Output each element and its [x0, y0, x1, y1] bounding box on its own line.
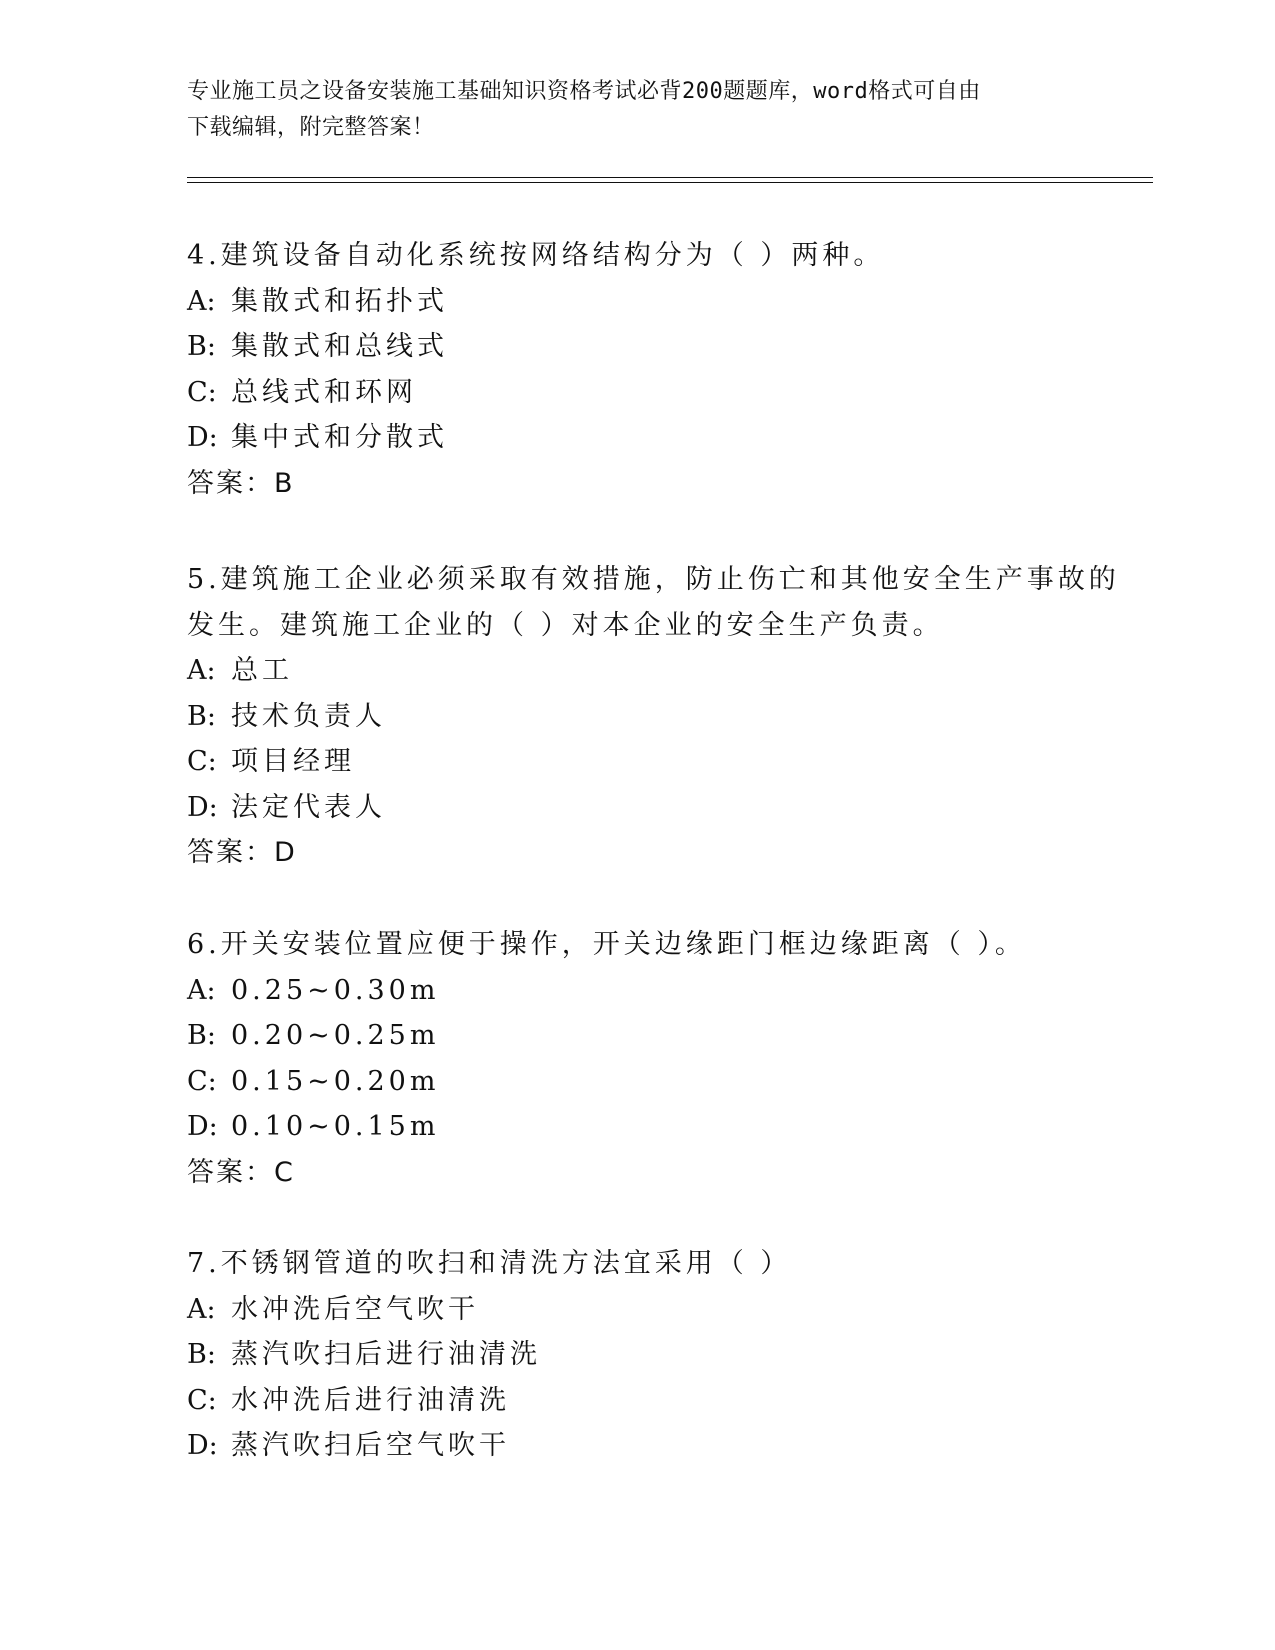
option-text: 0.25~0.30m	[231, 974, 440, 1006]
option-d	[187, 1423, 1087, 1469]
option-letter: C:	[187, 746, 217, 777]
option-a	[187, 968, 1087, 1014]
option-letter: C:	[187, 1065, 217, 1097]
question-7	[187, 1241, 1087, 1469]
header-divider-bottom	[187, 182, 1153, 183]
question-6	[187, 922, 1087, 1195]
option-b	[187, 694, 1087, 740]
option-text: 项目经理	[231, 746, 355, 777]
option-text: 总线式和环网	[231, 376, 417, 408]
option-b	[187, 324, 1087, 370]
option-text: 技术负责人	[231, 700, 386, 732]
answer-label: 答案：B	[187, 467, 295, 499]
option-c	[187, 739, 1087, 785]
option-letter: C:	[187, 1384, 217, 1416]
option-text: 水冲洗后空气吹干	[231, 1293, 479, 1325]
option-letter: B:	[187, 331, 216, 362]
option-letter: C:	[187, 376, 217, 408]
option-text: 集中式和分散式	[231, 422, 448, 453]
question-stem: 5.建筑施工企业必须采取有效措施，防止伤亡和其他安全生产事故的	[187, 564, 1120, 595]
option-text: 0.20~0.25m	[231, 1020, 440, 1051]
option-text: 水冲洗后进行油清洗	[231, 1384, 510, 1416]
option-a	[187, 1287, 1087, 1333]
question-5	[187, 557, 1120, 876]
answer-label: 答案：D	[187, 837, 297, 868]
option-b	[187, 1332, 1087, 1378]
option-text: 集散式和拓扑式	[231, 285, 448, 317]
option-text: 集散式和总线式	[231, 331, 448, 362]
question-stem-continued: 发生。建筑施工企业的（ ）对本企业的安全生产负责。	[187, 609, 944, 641]
option-letter: A:	[187, 285, 216, 317]
option-a	[187, 648, 1087, 694]
option-d	[187, 785, 1087, 831]
option-letter: D:	[187, 1430, 218, 1461]
option-text: 0.10~0.15m	[231, 1111, 440, 1142]
header-line-1: 专业施工员之设备安装施工基础知识资格考试必背200题题库，word格式可自由	[187, 79, 981, 104]
option-letter: D:	[187, 422, 218, 453]
option-text: 蒸汽吹扫后进行油清洗	[231, 1339, 541, 1370]
option-a	[187, 279, 1087, 325]
answer-label: 答案：C	[187, 1156, 295, 1188]
header-divider-top	[187, 177, 1153, 178]
option-d	[187, 1104, 1087, 1150]
question-stem: 7.不锈钢管道的吹扫和清洗方法宜采用（ ）	[187, 1248, 792, 1279]
option-letter: D:	[187, 1111, 218, 1142]
option-d	[187, 415, 1087, 461]
header-line-2: 下载编辑，附完整答案！	[187, 115, 435, 140]
option-text: 总工	[231, 655, 293, 686]
option-letter: A:	[187, 1293, 216, 1325]
option-letter: A:	[187, 974, 216, 1006]
option-letter: D:	[187, 791, 218, 823]
option-text: 蒸汽吹扫后空气吹干	[231, 1430, 510, 1461]
option-letter: A:	[187, 655, 216, 686]
option-letter: B:	[187, 700, 216, 732]
question-4	[187, 233, 1087, 506]
option-letter: B:	[187, 1020, 216, 1051]
option-text: 法定代表人	[231, 791, 386, 823]
option-c	[187, 370, 1087, 416]
question-stem: 6.开关安装位置应便于操作，开关边缘距门框边缘距离（ ）。	[187, 929, 1026, 960]
document-header	[187, 74, 1067, 146]
option-c	[187, 1059, 1087, 1105]
option-b	[187, 1013, 1087, 1059]
option-letter: B:	[187, 1339, 216, 1370]
option-text: 0.15~0.20m	[231, 1065, 440, 1097]
option-c	[187, 1378, 1087, 1424]
question-stem: 4.建筑设备自动化系统按网络结构分为（ ）两种。	[187, 240, 885, 271]
